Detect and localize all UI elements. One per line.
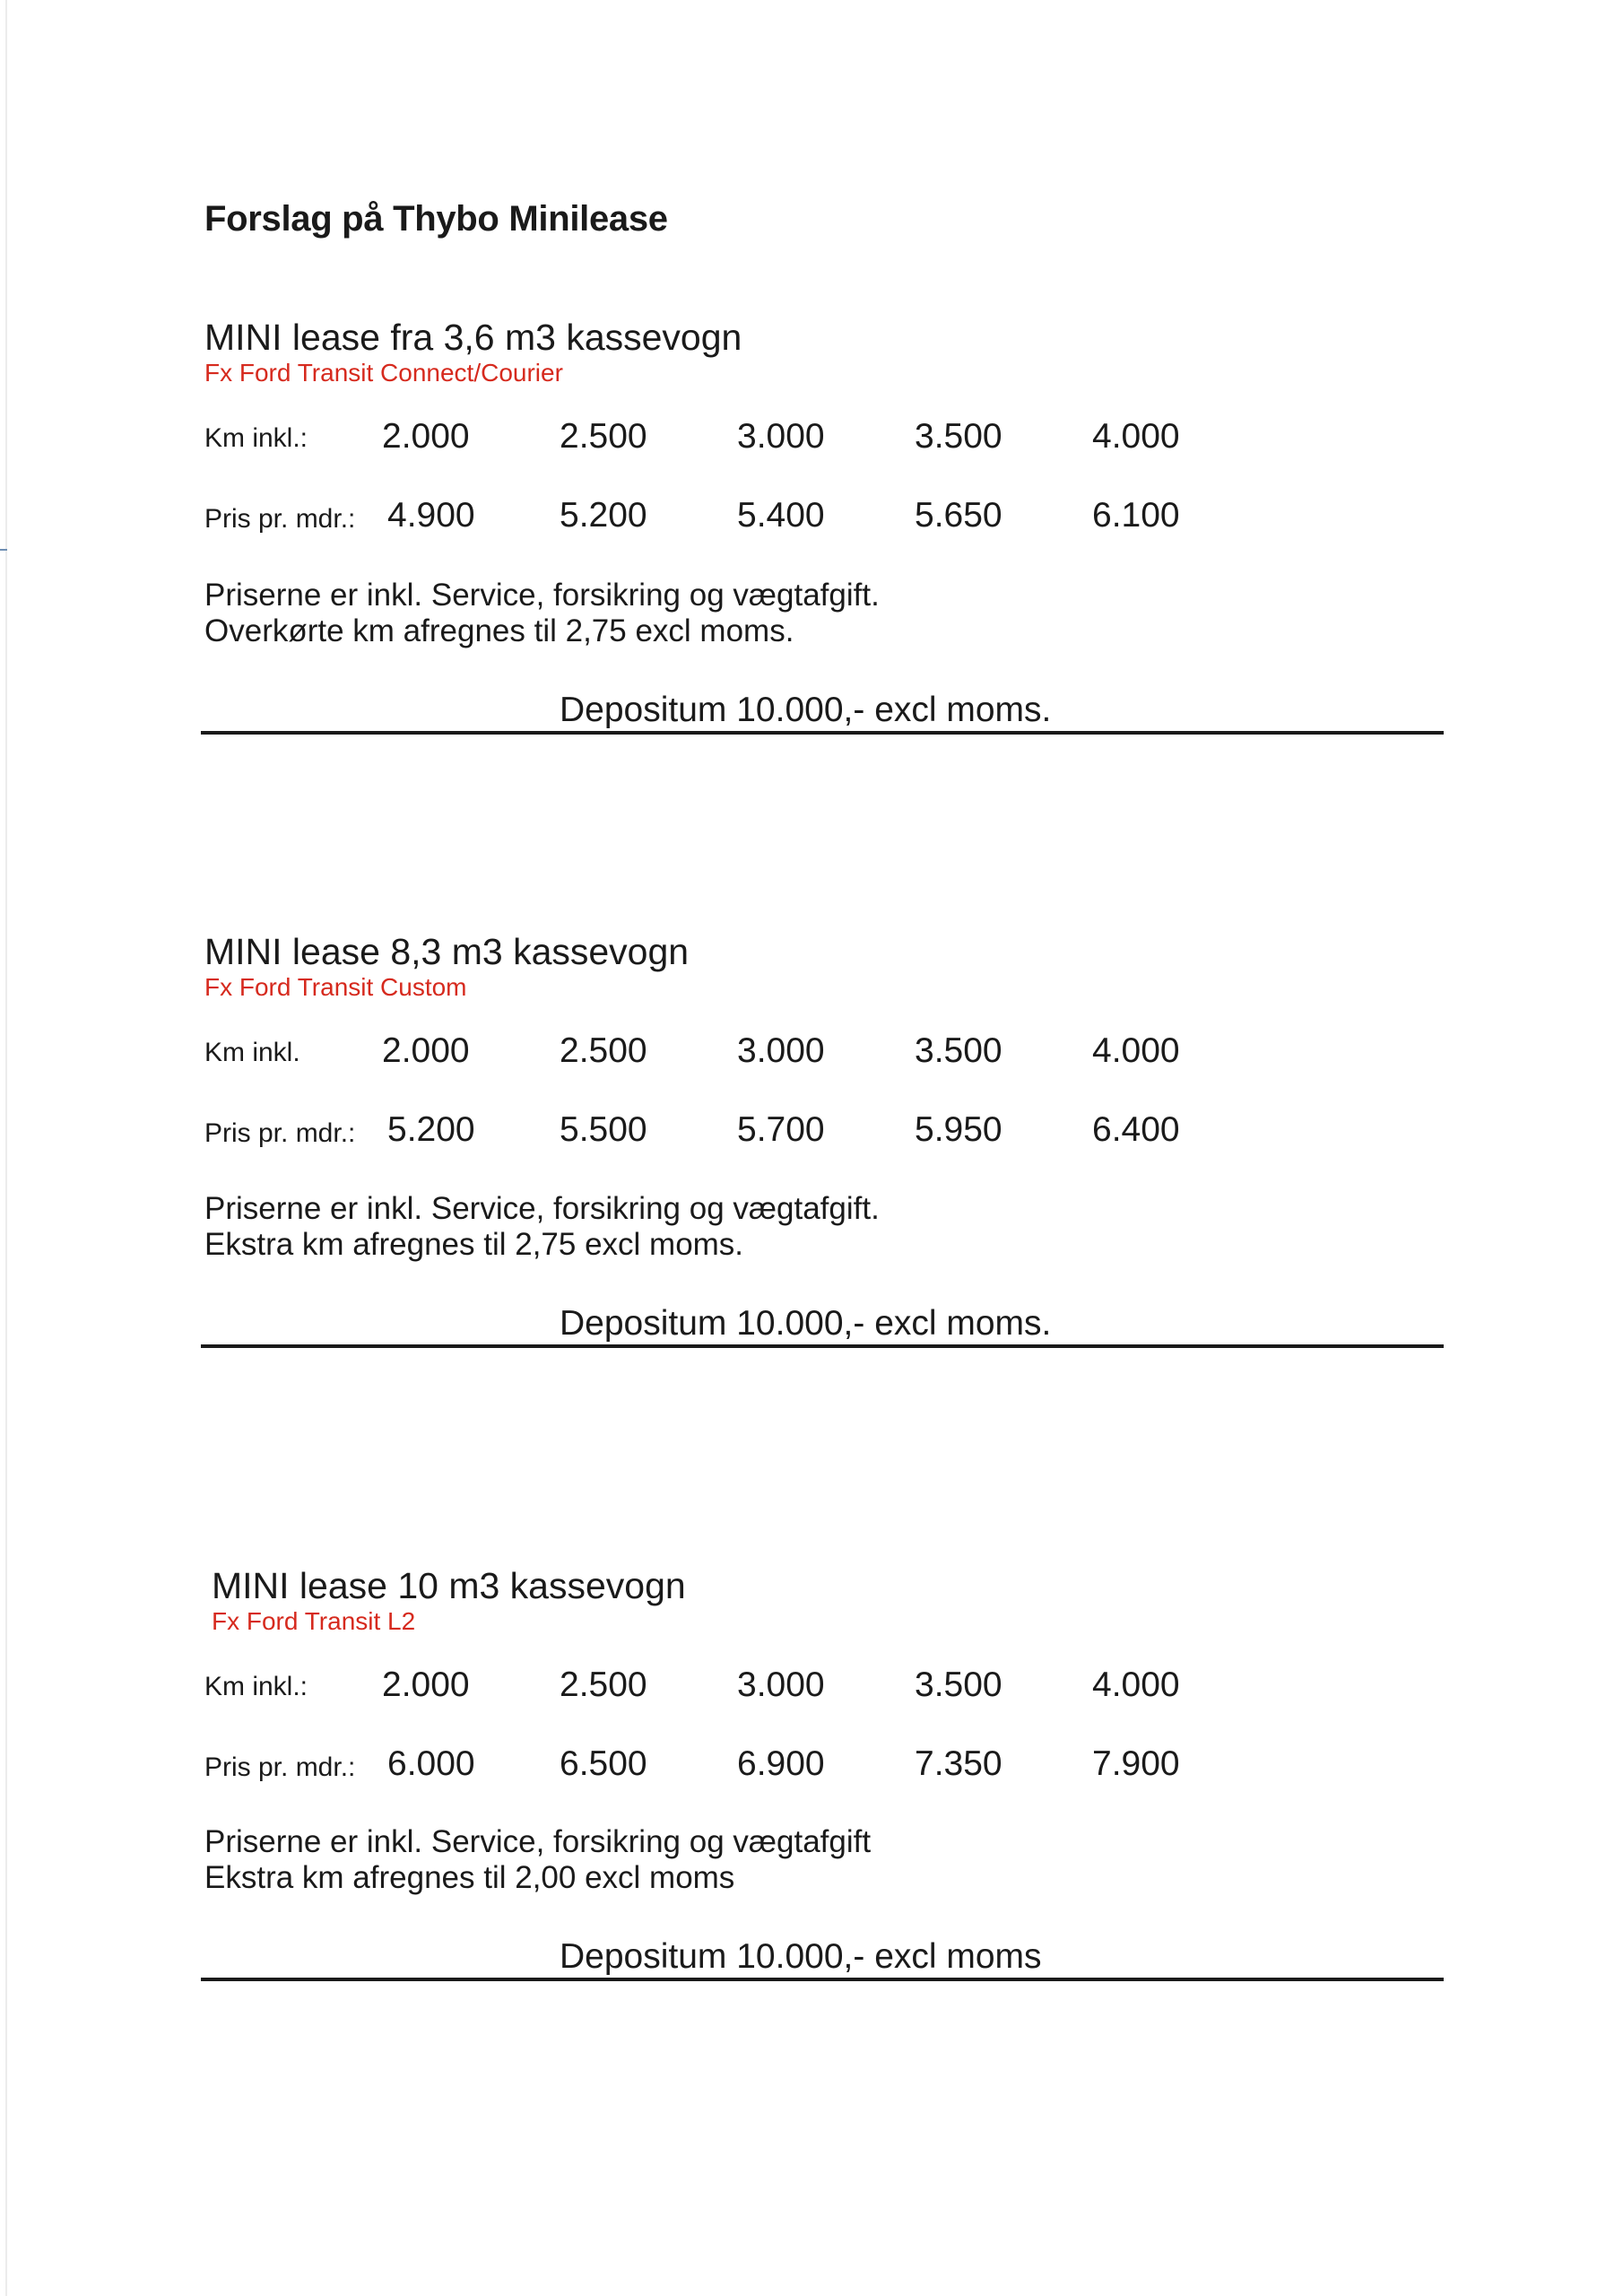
price-value: 5.200 — [560, 496, 647, 535]
price-value: 5.950 — [915, 1110, 1002, 1149]
deposit-text: Depositum 10.000,- excl moms — [560, 1937, 1042, 1976]
section-subtitle: Fx Ford Transit Connect/Courier — [204, 359, 563, 387]
km-value: 2.000 — [382, 417, 470, 456]
deposit-text: Depositum 10.000,- excl moms. — [560, 691, 1052, 729]
section-title: MINI lease 8,3 m3 kassevogn — [204, 931, 690, 972]
section-title: MINI lease fra 3,6 m3 kassevogn — [204, 317, 742, 358]
km-row-label: Km inkl.: — [204, 423, 308, 453]
km-value: 3.500 — [915, 1665, 1002, 1704]
price-value: 5.200 — [387, 1110, 475, 1149]
km-value: 3.000 — [737, 417, 825, 456]
km-note: Overkørte km afregnes til 2,75 excl moms. — [204, 613, 794, 648]
price-value: 5.500 — [560, 1110, 647, 1149]
km-value: 3.500 — [915, 417, 1002, 456]
page-edge — [5, 0, 7, 2296]
km-note: Ekstra km afregnes til 2,00 excl moms — [204, 1860, 735, 1895]
price-value: 4.900 — [387, 496, 475, 535]
section-title: MINI lease 10 m3 kassevogn — [212, 1565, 686, 1606]
km-value: 4.000 — [1092, 1665, 1180, 1704]
price-note: Priserne er inkl. Service, forsikring og vægtafgift. — [204, 1191, 880, 1226]
section-divider — [201, 1978, 1444, 1981]
document-title: Forslag på Thybo Minilease — [204, 199, 668, 239]
section-subtitle: Fx Ford Transit Custom — [204, 973, 467, 1001]
km-value: 2.500 — [560, 1665, 647, 1704]
section-divider — [201, 1344, 1444, 1348]
edge-mark — [0, 549, 7, 551]
km-value: 3.000 — [737, 1665, 825, 1704]
km-value: 4.000 — [1092, 417, 1180, 456]
deposit-text: Depositum 10.000,- excl moms. — [560, 1304, 1052, 1343]
price-row-label: Pris pr. mdr.: — [204, 1118, 356, 1148]
km-row-label: Km inkl.: — [204, 1672, 308, 1701]
km-row-label: Km inkl. — [204, 1038, 300, 1067]
price-note: Priserne er inkl. Service, forsikring og vægtafgift — [204, 1824, 872, 1859]
km-value: 4.000 — [1092, 1031, 1180, 1070]
price-value: 6.400 — [1092, 1110, 1180, 1149]
km-value: 2.500 — [560, 417, 647, 456]
price-note: Priserne er inkl. Service, forsikring og vægtafgift. — [204, 578, 880, 613]
price-row-label: Pris pr. mdr.: — [204, 504, 356, 534]
price-value: 5.650 — [915, 496, 1002, 535]
price-value: 7.350 — [915, 1744, 1002, 1783]
km-value: 2.000 — [382, 1665, 470, 1704]
section-divider — [201, 731, 1444, 735]
price-value: 5.700 — [737, 1110, 825, 1149]
section-subtitle: Fx Ford Transit L2 — [212, 1607, 416, 1635]
price-row-label: Pris pr. mdr.: — [204, 1752, 356, 1782]
price-value: 7.900 — [1092, 1744, 1180, 1783]
price-value: 6.500 — [560, 1744, 647, 1783]
price-value: 6.100 — [1092, 496, 1180, 535]
km-value: 3.500 — [915, 1031, 1002, 1070]
price-value: 6.000 — [387, 1744, 475, 1783]
price-value: 6.900 — [737, 1744, 825, 1783]
km-value: 2.000 — [382, 1031, 470, 1070]
km-note: Ekstra km afregnes til 2,75 excl moms. — [204, 1227, 744, 1262]
price-value: 5.400 — [737, 496, 825, 535]
km-value: 2.500 — [560, 1031, 647, 1070]
km-value: 3.000 — [737, 1031, 825, 1070]
